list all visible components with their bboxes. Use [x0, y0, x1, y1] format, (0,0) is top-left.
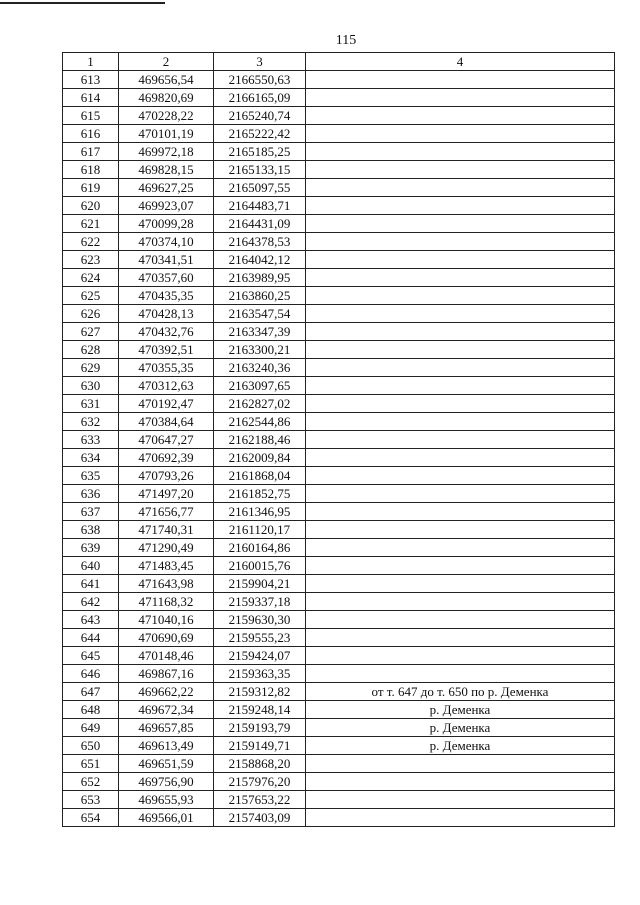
- table-row: [63, 773, 615, 791]
- table-row: [63, 665, 615, 683]
- column-header-2: 2: [119, 53, 214, 71]
- point-number-cell: 644: [63, 629, 119, 647]
- description-cell: [306, 395, 615, 413]
- table-row: [63, 251, 615, 269]
- point-number-cell: 651: [63, 755, 119, 773]
- point-number-cell: 647: [63, 683, 119, 701]
- x-coordinate-cell: 469627,25: [119, 179, 214, 197]
- y-coordinate-cell: 2163300,21: [214, 341, 306, 359]
- y-coordinate-cell: 2157403,09: [214, 809, 306, 827]
- description-cell: [306, 593, 615, 611]
- x-coordinate-cell: 471483,45: [119, 557, 214, 575]
- point-number-cell: 648: [63, 701, 119, 719]
- description-cell: [306, 755, 615, 773]
- table-row: [63, 737, 615, 755]
- point-number-cell: 642: [63, 593, 119, 611]
- point-number-cell: 639: [63, 539, 119, 557]
- table-row: [63, 791, 615, 809]
- description-cell: [306, 413, 615, 431]
- table-row: [63, 143, 615, 161]
- y-coordinate-cell: 2162827,02: [214, 395, 306, 413]
- x-coordinate-cell: 469820,69: [119, 89, 214, 107]
- description-cell: р. Деменка: [306, 701, 615, 719]
- page-number: 115: [335, 33, 357, 48]
- point-number-cell: 630: [63, 377, 119, 395]
- y-coordinate-cell: 2161868,04: [214, 467, 306, 485]
- description-cell: [306, 629, 615, 647]
- y-coordinate-cell: 2163547,54: [214, 305, 306, 323]
- y-coordinate-cell: 2163097,65: [214, 377, 306, 395]
- point-number-cell: 638: [63, 521, 119, 539]
- description-cell: [306, 197, 615, 215]
- x-coordinate-cell: 469655,93: [119, 791, 214, 809]
- y-coordinate-cell: 2159904,21: [214, 575, 306, 593]
- point-number-cell: 640: [63, 557, 119, 575]
- table-header-row: [63, 53, 615, 71]
- x-coordinate-cell: 470374,10: [119, 233, 214, 251]
- x-coordinate-cell: 470148,46: [119, 647, 214, 665]
- y-coordinate-cell: 2165185,25: [214, 143, 306, 161]
- point-number-cell: 652: [63, 773, 119, 791]
- y-coordinate-cell: 2163240,36: [214, 359, 306, 377]
- y-coordinate-cell: 2161346,95: [214, 503, 306, 521]
- table-row: [63, 503, 615, 521]
- point-number-cell: 621: [63, 215, 119, 233]
- point-number-cell: 622: [63, 233, 119, 251]
- x-coordinate-cell: 470228,22: [119, 107, 214, 125]
- y-coordinate-cell: 2162544,86: [214, 413, 306, 431]
- x-coordinate-cell: 470392,51: [119, 341, 214, 359]
- y-coordinate-cell: 2163989,95: [214, 269, 306, 287]
- x-coordinate-cell: 469651,59: [119, 755, 214, 773]
- y-coordinate-cell: 2161852,75: [214, 485, 306, 503]
- point-number-cell: 631: [63, 395, 119, 413]
- y-coordinate-cell: 2158868,20: [214, 755, 306, 773]
- table-row: [63, 701, 615, 719]
- table-row: [63, 125, 615, 143]
- point-number-cell: 623: [63, 251, 119, 269]
- description-cell: [306, 377, 615, 395]
- x-coordinate-cell: 469867,16: [119, 665, 214, 683]
- point-number-cell: 613: [63, 71, 119, 89]
- coordinates-table: [62, 52, 615, 827]
- column-header-3: 3: [214, 53, 306, 71]
- point-number-cell: 650: [63, 737, 119, 755]
- description-cell: р. Деменка: [306, 719, 615, 737]
- y-coordinate-cell: 2159630,30: [214, 611, 306, 629]
- x-coordinate-cell: 469657,85: [119, 719, 214, 737]
- y-coordinate-cell: 2159149,71: [214, 737, 306, 755]
- point-number-cell: 614: [63, 89, 119, 107]
- y-coordinate-cell: 2159248,14: [214, 701, 306, 719]
- table-row: [63, 575, 615, 593]
- table-row: [63, 377, 615, 395]
- description-cell: [306, 539, 615, 557]
- description-cell: [306, 449, 615, 467]
- description-cell: [306, 791, 615, 809]
- x-coordinate-cell: 470432,76: [119, 323, 214, 341]
- y-coordinate-cell: 2157976,20: [214, 773, 306, 791]
- table-row: [63, 89, 615, 107]
- table-row: [63, 359, 615, 377]
- x-coordinate-cell: 470192,47: [119, 395, 214, 413]
- description-cell: [306, 647, 615, 665]
- x-coordinate-cell: 469828,15: [119, 161, 214, 179]
- point-number-cell: 627: [63, 323, 119, 341]
- x-coordinate-cell: 470341,51: [119, 251, 214, 269]
- x-coordinate-cell: 470099,28: [119, 215, 214, 233]
- x-coordinate-cell: 469566,01: [119, 809, 214, 827]
- description-cell: [306, 125, 615, 143]
- y-coordinate-cell: 2165240,74: [214, 107, 306, 125]
- x-coordinate-cell: 470793,26: [119, 467, 214, 485]
- table-row: [63, 179, 615, 197]
- description-cell: [306, 485, 615, 503]
- y-coordinate-cell: 2159337,18: [214, 593, 306, 611]
- table-row: [63, 161, 615, 179]
- y-coordinate-cell: 2162009,84: [214, 449, 306, 467]
- table-body: [63, 71, 615, 827]
- description-cell: [306, 359, 615, 377]
- table-row: [63, 539, 615, 557]
- y-coordinate-cell: 2166550,63: [214, 71, 306, 89]
- table-row: [63, 269, 615, 287]
- description-cell: от т. 647 до т. 650 по р. Деменка: [306, 683, 615, 701]
- x-coordinate-cell: 470101,19: [119, 125, 214, 143]
- description-cell: [306, 71, 615, 89]
- point-number-cell: 620: [63, 197, 119, 215]
- description-cell: [306, 143, 615, 161]
- point-number-cell: 645: [63, 647, 119, 665]
- description-cell: [306, 215, 615, 233]
- table-row: [63, 215, 615, 233]
- table-row: [63, 305, 615, 323]
- table-row: [63, 593, 615, 611]
- point-number-cell: 653: [63, 791, 119, 809]
- y-coordinate-cell: 2159193,79: [214, 719, 306, 737]
- point-number-cell: 632: [63, 413, 119, 431]
- column-header-4: 4: [306, 53, 615, 71]
- description-cell: [306, 269, 615, 287]
- y-coordinate-cell: 2160015,76: [214, 557, 306, 575]
- x-coordinate-cell: 470690,69: [119, 629, 214, 647]
- point-number-cell: 654: [63, 809, 119, 827]
- x-coordinate-cell: 470357,60: [119, 269, 214, 287]
- table-row: [63, 449, 615, 467]
- x-coordinate-cell: 469672,34: [119, 701, 214, 719]
- y-coordinate-cell: 2165097,55: [214, 179, 306, 197]
- table-row: [63, 341, 615, 359]
- x-coordinate-cell: 470435,35: [119, 287, 214, 305]
- description-cell: [306, 467, 615, 485]
- point-number-cell: 637: [63, 503, 119, 521]
- table-row: [63, 683, 615, 701]
- table-row: [63, 197, 615, 215]
- y-coordinate-cell: 2165222,42: [214, 125, 306, 143]
- y-coordinate-cell: 2159312,82: [214, 683, 306, 701]
- description-cell: [306, 809, 615, 827]
- table-row: [63, 233, 615, 251]
- y-coordinate-cell: 2164483,71: [214, 197, 306, 215]
- x-coordinate-cell: 469656,54: [119, 71, 214, 89]
- point-number-cell: 649: [63, 719, 119, 737]
- description-cell: [306, 323, 615, 341]
- description-cell: [306, 773, 615, 791]
- description-cell: [306, 233, 615, 251]
- x-coordinate-cell: 471497,20: [119, 485, 214, 503]
- x-coordinate-cell: 469662,22: [119, 683, 214, 701]
- point-number-cell: 616: [63, 125, 119, 143]
- point-number-cell: 618: [63, 161, 119, 179]
- point-number-cell: 633: [63, 431, 119, 449]
- description-cell: [306, 665, 615, 683]
- y-coordinate-cell: 2165133,15: [214, 161, 306, 179]
- table-row: [63, 557, 615, 575]
- x-coordinate-cell: 471040,16: [119, 611, 214, 629]
- y-coordinate-cell: 2161120,17: [214, 521, 306, 539]
- y-coordinate-cell: 2164431,09: [214, 215, 306, 233]
- description-cell: [306, 557, 615, 575]
- table-row: [63, 431, 615, 449]
- point-number-cell: 641: [63, 575, 119, 593]
- table-row: [63, 395, 615, 413]
- y-coordinate-cell: 2159424,07: [214, 647, 306, 665]
- description-cell: [306, 305, 615, 323]
- point-number-cell: 624: [63, 269, 119, 287]
- table-row: [63, 413, 615, 431]
- point-number-cell: 636: [63, 485, 119, 503]
- description-cell: [306, 179, 615, 197]
- description-cell: [306, 161, 615, 179]
- table-row: [63, 467, 615, 485]
- x-coordinate-cell: 470384,64: [119, 413, 214, 431]
- scan-edge-line: [0, 2, 165, 4]
- description-cell: [306, 341, 615, 359]
- table-row: [63, 629, 615, 647]
- description-cell: [306, 521, 615, 539]
- x-coordinate-cell: 469613,49: [119, 737, 214, 755]
- y-coordinate-cell: 2163860,25: [214, 287, 306, 305]
- table-row: [63, 521, 615, 539]
- y-coordinate-cell: 2163347,39: [214, 323, 306, 341]
- point-number-cell: 617: [63, 143, 119, 161]
- description-cell: [306, 251, 615, 269]
- point-number-cell: 634: [63, 449, 119, 467]
- table-row: [63, 71, 615, 89]
- description-cell: [306, 503, 615, 521]
- x-coordinate-cell: 471290,49: [119, 539, 214, 557]
- point-number-cell: 643: [63, 611, 119, 629]
- table-row: [63, 611, 615, 629]
- table-row: [63, 323, 615, 341]
- description-cell: [306, 575, 615, 593]
- y-coordinate-cell: 2164042,12: [214, 251, 306, 269]
- table-row: [63, 755, 615, 773]
- x-coordinate-cell: 469923,07: [119, 197, 214, 215]
- description-cell: р. Деменка: [306, 737, 615, 755]
- y-coordinate-cell: 2166165,09: [214, 89, 306, 107]
- y-coordinate-cell: 2160164,86: [214, 539, 306, 557]
- point-number-cell: 615: [63, 107, 119, 125]
- point-number-cell: 628: [63, 341, 119, 359]
- description-cell: [306, 287, 615, 305]
- x-coordinate-cell: 470428,13: [119, 305, 214, 323]
- x-coordinate-cell: 471168,32: [119, 593, 214, 611]
- point-number-cell: 625: [63, 287, 119, 305]
- point-number-cell: 646: [63, 665, 119, 683]
- x-coordinate-cell: 469972,18: [119, 143, 214, 161]
- description-cell: [306, 431, 615, 449]
- column-header-1: 1: [63, 53, 119, 71]
- y-coordinate-cell: 2164378,53: [214, 233, 306, 251]
- table-row: [63, 719, 615, 737]
- x-coordinate-cell: 470355,35: [119, 359, 214, 377]
- point-number-cell: 635: [63, 467, 119, 485]
- table-row: [63, 287, 615, 305]
- x-coordinate-cell: 470312,63: [119, 377, 214, 395]
- description-cell: [306, 89, 615, 107]
- x-coordinate-cell: 470647,27: [119, 431, 214, 449]
- table-row: [63, 647, 615, 665]
- point-number-cell: 629: [63, 359, 119, 377]
- y-coordinate-cell: 2159363,35: [214, 665, 306, 683]
- description-cell: [306, 107, 615, 125]
- y-coordinate-cell: 2162188,46: [214, 431, 306, 449]
- table-row: [63, 809, 615, 827]
- x-coordinate-cell: 471656,77: [119, 503, 214, 521]
- x-coordinate-cell: 471740,31: [119, 521, 214, 539]
- point-number-cell: 619: [63, 179, 119, 197]
- x-coordinate-cell: 471643,98: [119, 575, 214, 593]
- description-cell: [306, 611, 615, 629]
- x-coordinate-cell: 470692,39: [119, 449, 214, 467]
- table-row: [63, 107, 615, 125]
- y-coordinate-cell: 2159555,23: [214, 629, 306, 647]
- point-number-cell: 626: [63, 305, 119, 323]
- y-coordinate-cell: 2157653,22: [214, 791, 306, 809]
- x-coordinate-cell: 469756,90: [119, 773, 214, 791]
- table-row: [63, 485, 615, 503]
